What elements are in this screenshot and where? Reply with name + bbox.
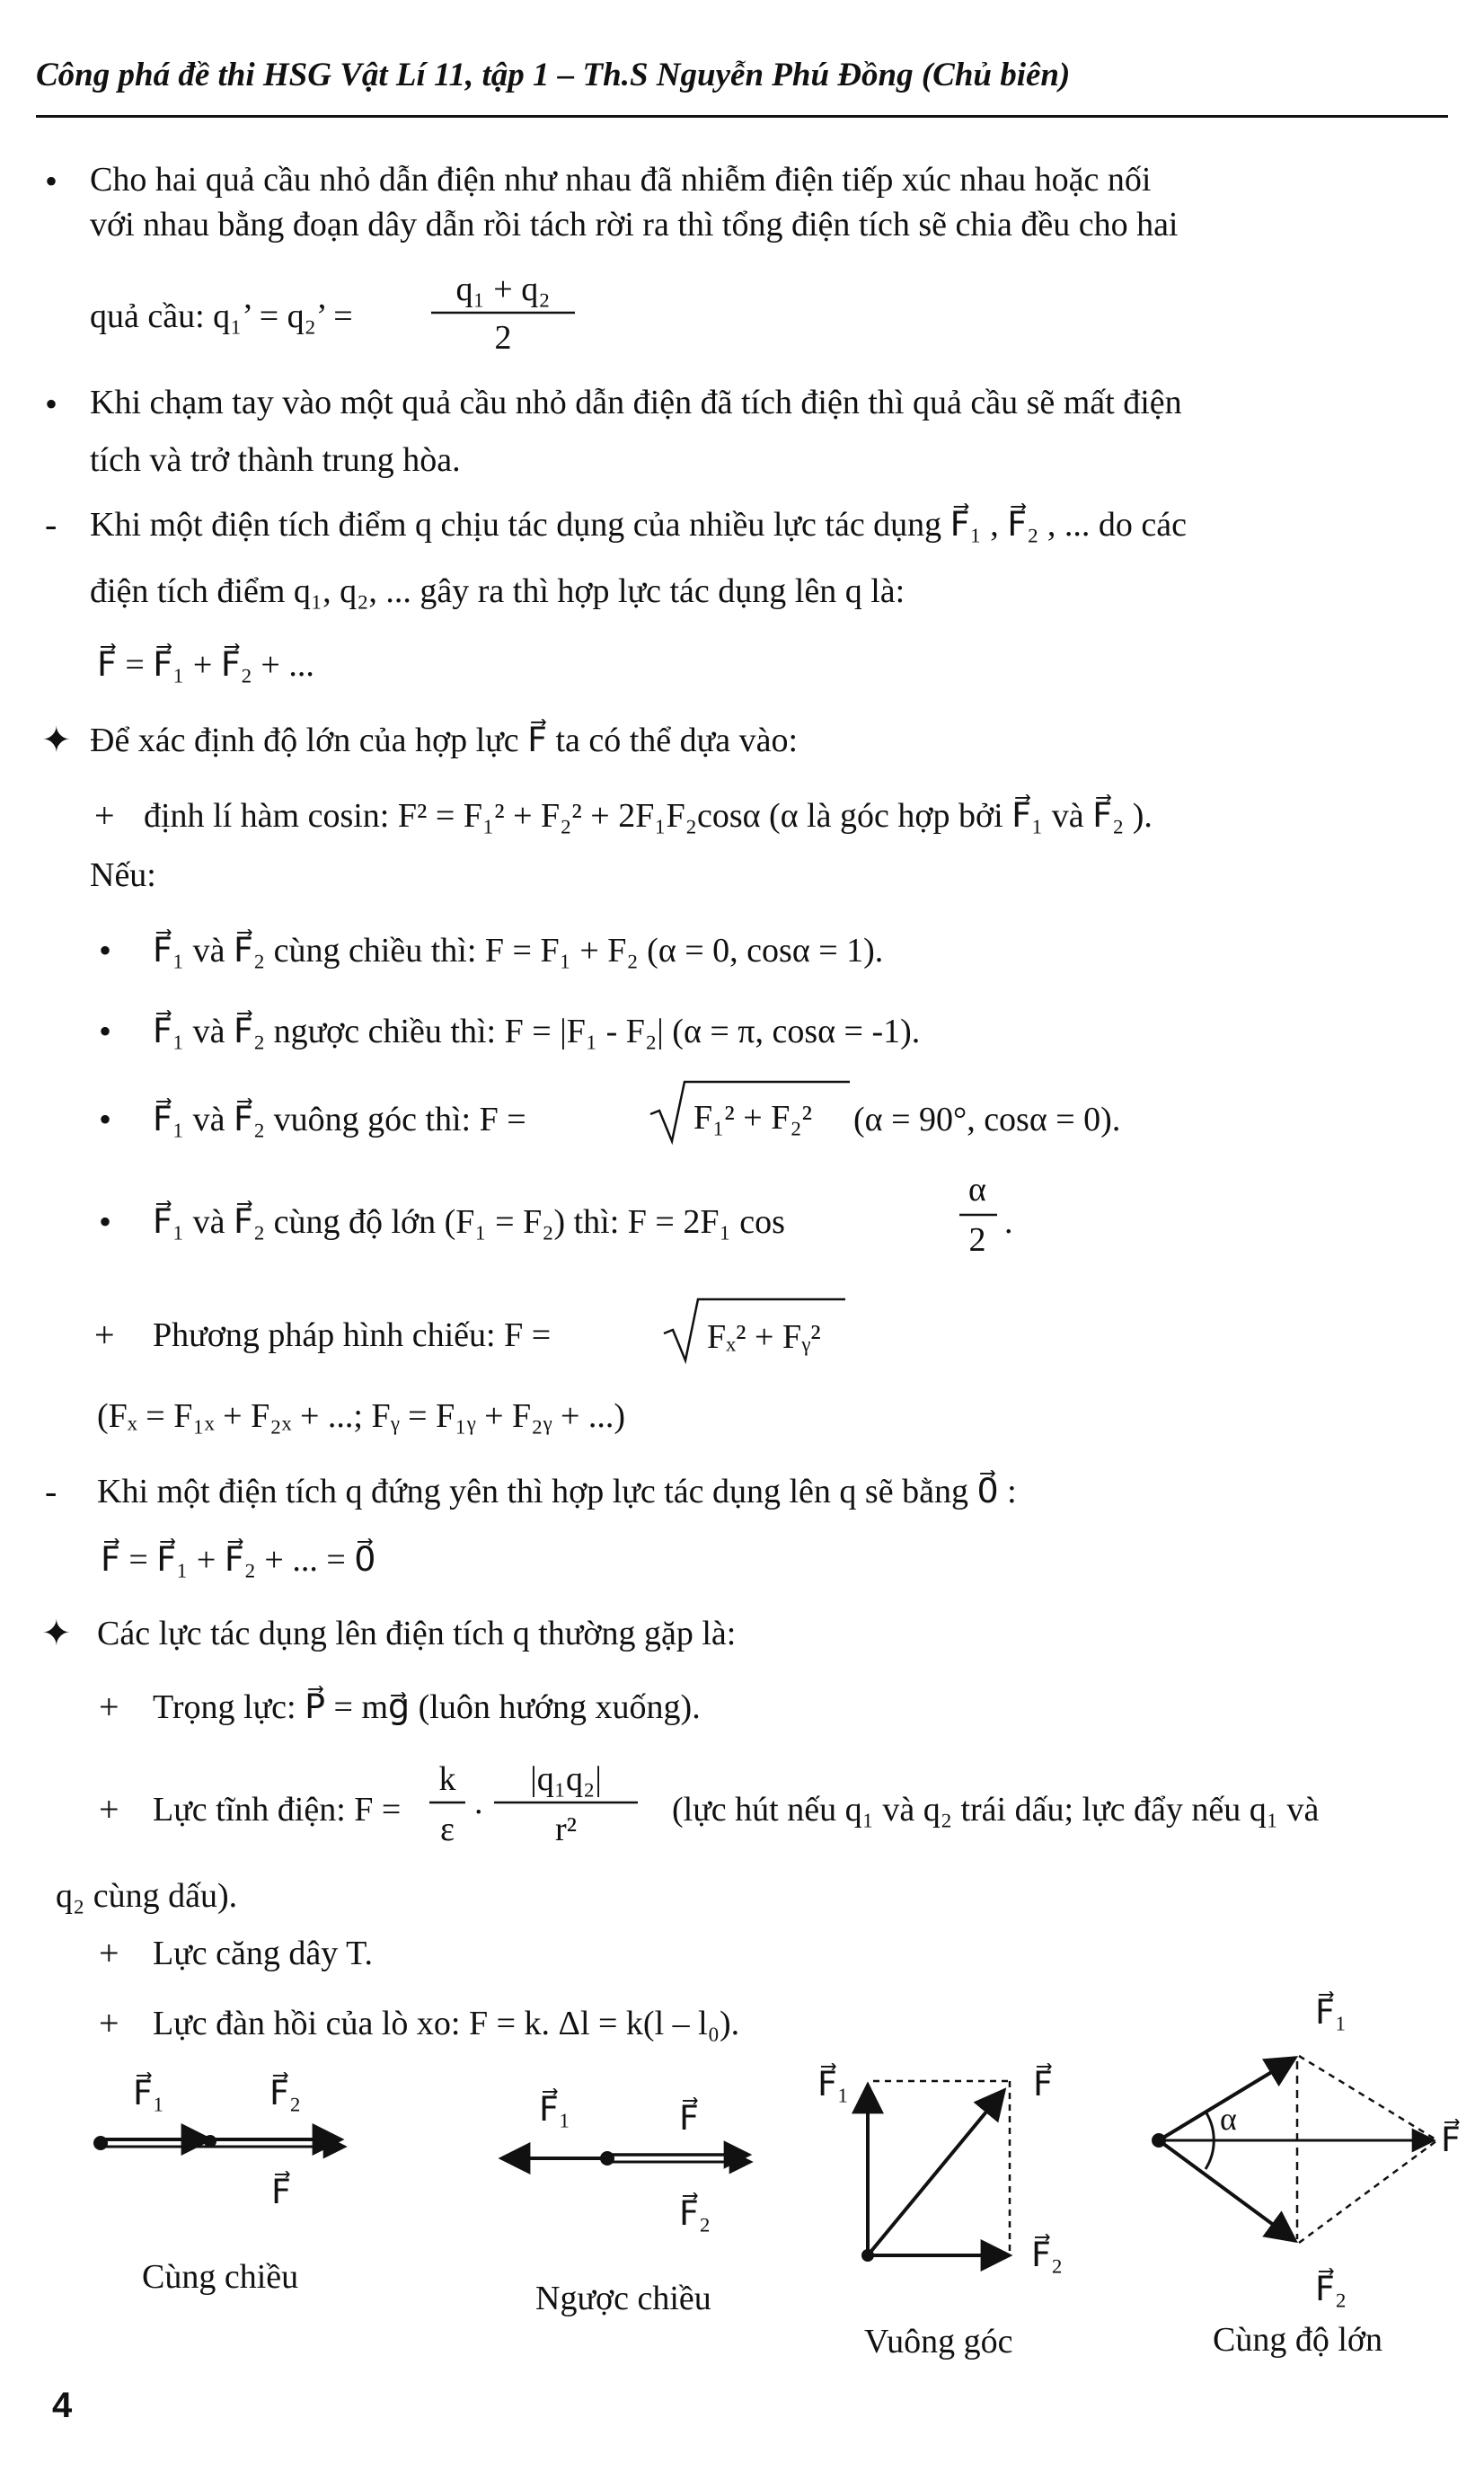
svg-text:.: . bbox=[474, 1784, 483, 1821]
frac-two: 2 bbox=[968, 1221, 986, 1259]
case-same-direction: F⃗₁ và F⃗₂ cùng chiều thì: F = F₁ + F₂ (α = 0, cosα = 1). bbox=[153, 932, 884, 970]
bullet-plus: + bbox=[99, 1789, 119, 1829]
p5-equilibrium-formula: F⃗ = F⃗₁ + F⃗₂ + ... = 0⃗ bbox=[101, 1541, 376, 1579]
d4-alpha-label: α bbox=[1220, 2101, 1237, 2137]
d4-caption: Cùng độ lớn bbox=[1213, 2321, 1382, 2359]
d4-f-label: F⃗ bbox=[1441, 2121, 1461, 2159]
case-opposite-direction: F⃗₁ và F⃗₂ ngược chiều thì: F = |F₁ - F₂| (α = π, cosα = -1). bbox=[153, 1013, 921, 1050]
diagram-same-direction bbox=[93, 2072, 345, 2296]
d1-caption: Cùng chiều bbox=[142, 2258, 299, 2296]
p5-line-1: Khi một điện tích q đứng yên thì hợp lực tác dụng lên q sẽ bằng 0⃗ : bbox=[97, 1473, 1017, 1510]
d3-caption: Vuông góc bbox=[864, 2323, 1013, 2360]
fraction-alpha-half bbox=[952, 1165, 1006, 1263]
running-header: Công phá đề thi HSG Vật Lí 11, tập 1 – Th.S Nguyễn Phú Đồng (Chủ biên) bbox=[36, 57, 1071, 93]
bullet-dot: • bbox=[99, 1011, 112, 1051]
sqrt-projection bbox=[660, 1292, 849, 1366]
radicand-perpendicular: F₁² + F₂² bbox=[693, 1099, 812, 1137]
d3-f2-label: F⃗₂ bbox=[1031, 2236, 1064, 2274]
projection-method: Phương pháp hình chiếu: F = bbox=[153, 1316, 552, 1354]
p3-line-2: điện tích điểm q₁, q₂, ... gây ra thì hợp lực tác dụng lên q là: bbox=[90, 572, 905, 610]
projection-components: (Fₓ = F₁ₓ + F₂ₓ + ...; Fᵧ = F₁ᵧ + F₂ᵧ + ...) bbox=[97, 1397, 626, 1435]
bullet-dash: - bbox=[45, 1471, 57, 1511]
force-coulomb: Lực tĩnh điện: F = bbox=[153, 1791, 402, 1829]
diagram-perpendicular bbox=[817, 2063, 1063, 2360]
force-coulomb-note: (lực hút nếu q₁ và q₂ trái dấu; lực đẩy nếu q₁ và bbox=[672, 1791, 1320, 1829]
d3-f-label: F⃗ bbox=[1033, 2066, 1053, 2104]
header-rule bbox=[36, 115, 1448, 118]
diagram-opposite-direction bbox=[501, 2088, 751, 2317]
radicand-projection: Fₓ² + Fᵧ² bbox=[707, 1318, 821, 1356]
p3-sum-formula: F⃗ = F⃗₁ + F⃗₂ + ... bbox=[97, 646, 314, 684]
coulomb-epsilon: ε bbox=[440, 1811, 455, 1848]
p3-line-1: Khi một điện tích điểm q chịu tác dụng của nhiều lực tác dụng F⃗₁ , F⃗₂ , ... do các bbox=[90, 506, 1187, 544]
d4-f2-label: F⃗₂ bbox=[1315, 2271, 1347, 2308]
bullet-dot: • bbox=[45, 161, 58, 201]
sqrt-perpendicular bbox=[647, 1075, 853, 1147]
d2-f2-label: F⃗₂ bbox=[679, 2195, 711, 2233]
d2-f-label: F⃗ bbox=[679, 2100, 699, 2138]
coulomb-fraction bbox=[422, 1752, 665, 1851]
p4-line-1: Để xác định độ lớn của hợp lực F⃗ ta có thể dựa vào: bbox=[90, 722, 799, 759]
case-perpendicular-cond: (α = 90°, cosα = 0). bbox=[853, 1101, 1121, 1138]
bullet-plus: + bbox=[99, 1687, 119, 1727]
coulomb-denominator: r² bbox=[554, 1811, 578, 1848]
page-number: 4 bbox=[52, 2386, 73, 2425]
coulomb-k: k bbox=[438, 1760, 456, 1798]
p6-line-1: Các lực tác dụng lên điện tích q thường gặp là: bbox=[97, 1615, 737, 1652]
p4-if: Nếu: bbox=[90, 856, 156, 894]
p4-cosine-law: định lí hàm cosin: F² = F₁² + F₂² + 2F₁F₂cosα (α là góc hợp bởi F⃗₁ và F⃗₂ ). bbox=[144, 797, 1153, 835]
d1-f-label: F⃗ bbox=[271, 2174, 291, 2211]
force-gravity: Trọng lực: P⃗ = mg⃗ (luôn hướng xuống). bbox=[153, 1688, 701, 1726]
d1-f2-label: F⃗₂ bbox=[269, 2075, 302, 2112]
frac-alpha: α bbox=[968, 1171, 986, 1209]
force-tension: Lực căng dây T. bbox=[153, 1935, 373, 1972]
p2-line-1: Khi chạm tay vào một quả cầu nhỏ dẫn điện đã tích điện thì quả cầu sẽ mất điện bbox=[90, 384, 1182, 421]
d3-f1-label: F⃗₁ bbox=[817, 2066, 850, 2104]
case-equal-magnitude: F⃗₁ và F⃗₂ cùng độ lớn (F₁ = F₂) thì: F = 2F₁ cos bbox=[153, 1203, 785, 1241]
bullet-dot: • bbox=[99, 1099, 112, 1139]
bullet-dot: • bbox=[99, 930, 112, 970]
bullet-plus: + bbox=[99, 1933, 119, 1973]
bullet-plus: + bbox=[99, 2003, 119, 2043]
bullet-star: ✦ bbox=[41, 720, 72, 760]
d2-f1-label: F⃗₁ bbox=[539, 2091, 571, 2129]
bullet-dot: • bbox=[45, 384, 58, 424]
case-perpendicular: F⃗₁ và F⃗₂ vuông góc thì: F = bbox=[153, 1101, 526, 1138]
diagram-equal-magnitude bbox=[1152, 1991, 1461, 2359]
force-spring: Lực đàn hồi của lò xo: F = k. Δl = k(l – l₀). bbox=[153, 2005, 740, 2042]
force-coulomb-note-2: q₂ cùng dấu). bbox=[56, 1877, 238, 1915]
p1-line-3: quả cầu: q₁’ = q₂’ = bbox=[90, 297, 353, 335]
d2-caption: Ngược chiều bbox=[535, 2280, 711, 2317]
d4-f1-label: F⃗₁ bbox=[1315, 1994, 1347, 2032]
frac-denominator: 2 bbox=[494, 319, 512, 357]
p1-line-1: Cho hai quả cầu nhỏ dẫn điện như nhau đã nhiễm điện tiếp xúc nhau hoặc nối bbox=[90, 161, 1152, 199]
bullet-plus: + bbox=[94, 795, 115, 836]
bullet-dash: - bbox=[45, 504, 57, 545]
p1-line-2: với nhau bằng đoạn dây dẫn rồi tách rời ra thì tổng điện tích sẽ chia đều cho hai bbox=[90, 206, 1179, 244]
bullet-star: ✦ bbox=[41, 1613, 72, 1653]
bullet-plus: + bbox=[94, 1315, 115, 1355]
d1-f1-label: F⃗₁ bbox=[133, 2075, 165, 2112]
frac-numerator: q₁ + q₂ bbox=[455, 270, 551, 308]
p2-line-2: tích và trở thành trung hòa. bbox=[90, 441, 461, 479]
bullet-dot: • bbox=[99, 1201, 112, 1242]
fraction-half-sum bbox=[422, 261, 584, 359]
case-equal-period: . bbox=[1004, 1203, 1013, 1241]
coulomb-numerator: |q₁q₂| bbox=[530, 1760, 602, 1798]
